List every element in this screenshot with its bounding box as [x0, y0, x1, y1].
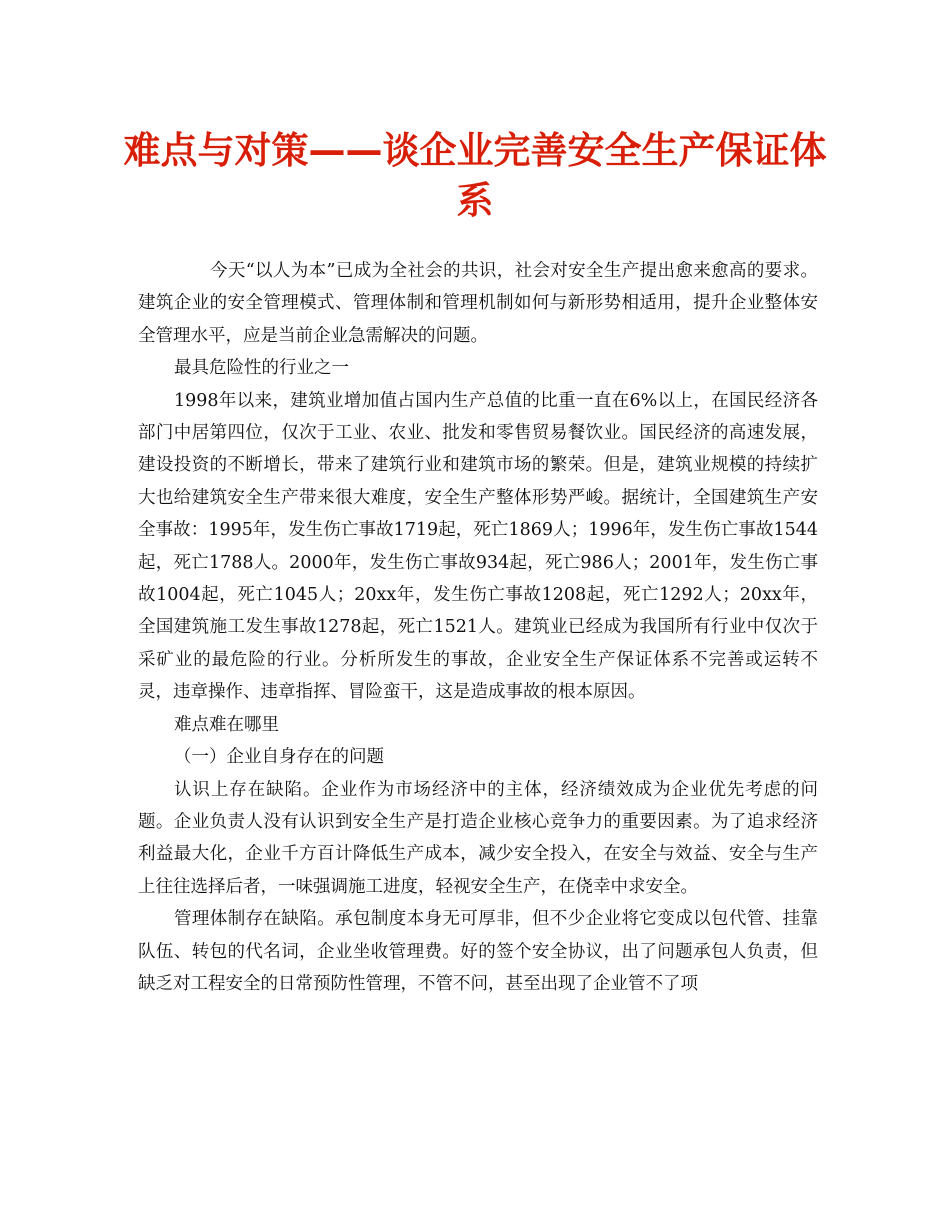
management-system-paragraph: 管理体制存在缺陷。承包制度本身无可厚非，但不少企业将它变成以包代管、挂靠队伍、转包的代名词，企业坐收管理费。好的签个安全协议，出了问题承包人负责，但缺乏对工程安全的日常预防性管理，不管不问，甚至出现了企业管不了项 — [138, 909, 818, 994]
section-heading-difficulties: 难点难在哪里 — [174, 714, 279, 735]
statistics-paragraph: 1998年以来，建筑业增加值占国内生产总值的比重一直在6%以上，在国民经济各部门中居第四位，仅次于工业、农业、批发和零售贸易餐饮业。国民经济的高速发展，建设投资的不断增长，带来了建筑行业和建筑市场的繁荣。但是，建筑业规模的持续扩大也给建筑安全生产带来很大难度，安全生产整体形势严峻。据统计，全国建筑生产安全事故：1995年，发生伤亡事故1719起，死亡1869人；1996年，发生伤亡事故1544起，死亡1788人。2000年，发生伤亡事故934起，死亡986人；2001年，发生伤亡事故1004起，死亡1045人；20xx年，发生伤亡事故1208起，死亡1292人；20xx年，全国建筑施工发生事故1278起，死亡1521人。建筑业已经成为我国所有行业中仅次于采矿业的最危险的行业。分析所发生的事故，企业安全生产保证体系不完善或运转不灵，违章操作、违章指挥、冒险蛮干，这是造成事故的根本原因。 — [138, 390, 818, 703]
document-title: 难点与对策——谈企业完善安全生产保证体系 — [123, 129, 827, 222]
section-heading-dangerous-industry: 最具危险性的行业之一 — [174, 358, 349, 379]
intro-paragraph: 今天“以人为本”已成为全社会的共识，社会对安全生产提出愈来愈高的要求。建筑企业的安全管理模式、管理体制和管理机制如何与新形势相适用，提升企业整体安全管理水平，应是当前企业急需解决的问题。 — [138, 261, 818, 346]
subsection-heading-enterprise-problems: （一）企业自身存在的问题 — [174, 747, 384, 768]
document-body — [138, 255, 818, 1000]
awareness-paragraph: 认识上存在缺陷。企业作为市场经济中的主体，经济绩效成为企业优先考虑的问题。企业负责人没有认识到安全生产是打造企业核心竞争力的重要因素。为了追求经济利益最大化，企业千方百计降低生产成本，减少安全投入，在安全与效益、安全与生产上往往选择后者，一味强调施工进度，轻视安全生产，在侥幸中求安全。 — [138, 779, 818, 897]
